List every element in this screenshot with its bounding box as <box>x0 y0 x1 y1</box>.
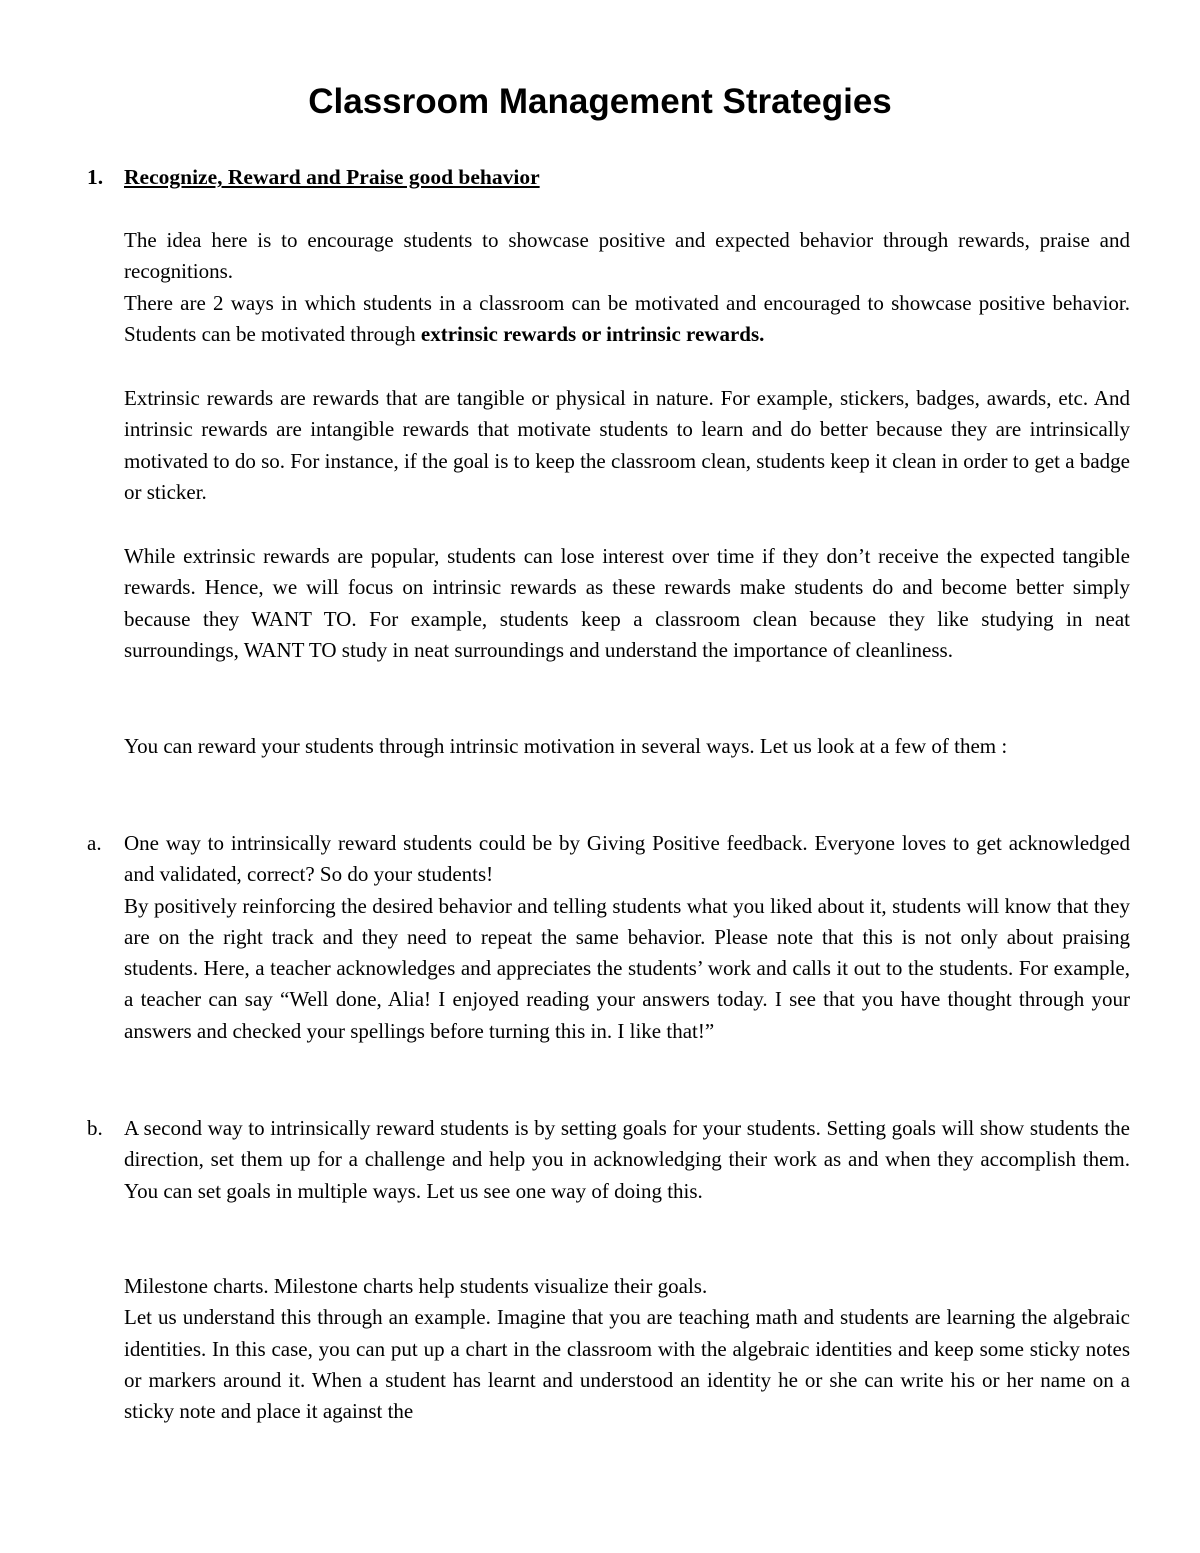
paragraph-milestone-line2: Let us understand this through an example. Imagine that you are teaching math and students are learning the algebraic identities. In this case, you can put up a chart in the classroom with the algebraic identities and keep some sticky notes or markers around it. When a student has learnt and understood an identity he or she can write his or her name on a sticky note and place it against the <box>124 1305 1130 1424</box>
list-item-a-line1: One way to intrinsically reward students could be by Giving Positive feedback. Everyone loves to get acknowledged and validated, correct? So do your students! <box>124 831 1130 887</box>
paragraph-intro-line2-text: There are 2 ways in which students in a classroom can be motivated and encouraged to showcase positive behavior. Students can be motivated through <box>124 290 1130 346</box>
page-title: Classroom Management Strategies <box>308 82 892 121</box>
list-marker-b: b. <box>87 1116 103 1140</box>
list-marker-a: a. <box>87 831 102 855</box>
section-heading <box>87 162 1137 193</box>
paragraph-ways-text: You can reward your students through intrinsic motivation in several ways. Let us look at a few of them : <box>124 734 1008 758</box>
list-item-b-body <box>124 1113 1130 1207</box>
list-item-a-line2: By positively reinforcing the desired behavior and telling students what you liked about it, students will know that they are on the right track and they need to repeat the same behavior. Please note that this is not only about praising students. Here, a teacher acknowledges and appreciates the students’ work and calls it out to the students. For example, a teacher can say “Well done, Alia! I enjoyed reading your answers today. I see that you have thought through your answers and checked your spellings before turning this in. I like that!” <box>124 893 1130 1043</box>
paragraph-intro <box>124 225 1130 350</box>
paragraph-milestone-line1: Milestone charts. Milestone charts help students visualize their goals. <box>124 1274 708 1298</box>
paragraph-intro-line2 <box>124 288 1130 351</box>
section-heading-text: Recognize, Reward and Praise good behavior <box>124 165 540 189</box>
paragraph-popular <box>124 541 1130 666</box>
list-item-b-text: A second way to intrinsically reward students is by setting goals for your students. Setting goals will show students the direction, set them up for a challenge and help you in acknowledging their work as and when they accomplish them. You can set goals in multiple ways. Let us see one way of doing this. <box>124 1116 1130 1203</box>
paragraph-ways <box>124 731 1130 762</box>
section-number: 1. <box>87 165 104 189</box>
paragraph-extrinsic <box>124 383 1130 508</box>
paragraph-intro-line1: The idea here is to encourage students to showcase positive and expected behavior through rewards, praise and recognitions. <box>124 228 1130 284</box>
paragraph-milestone <box>124 1271 1130 1427</box>
list-item-a-body <box>124 828 1130 1047</box>
paragraph-intro-line2-bold: extrinsic rewards or intrinsic rewards. <box>420 321 765 346</box>
paragraph-popular-text: While extrinsic rewards are popular, students can lose interest over time if they don’t receive the expected tangible rewards. Hence, we will focus on intrinsic rewards as these rewards make students do and become better simply because they WANT TO. For example, students keep a classroom clean because they like studying in neat surroundings, WANT TO study in neat surroundings and understand the importance of cleanliness. <box>124 544 1130 662</box>
paragraph-extrinsic-text: Extrinsic rewards are rewards that are tangible or physical in nature. For example, stickers, badges, awards, etc. And intrinsic rewards are intangible rewards that motivate students to learn and do better because they are intrinsically motivated to do so. For instance, if the goal is to keep the classroom clean, students keep it clean in order to get a badge or sticker. <box>124 386 1130 504</box>
